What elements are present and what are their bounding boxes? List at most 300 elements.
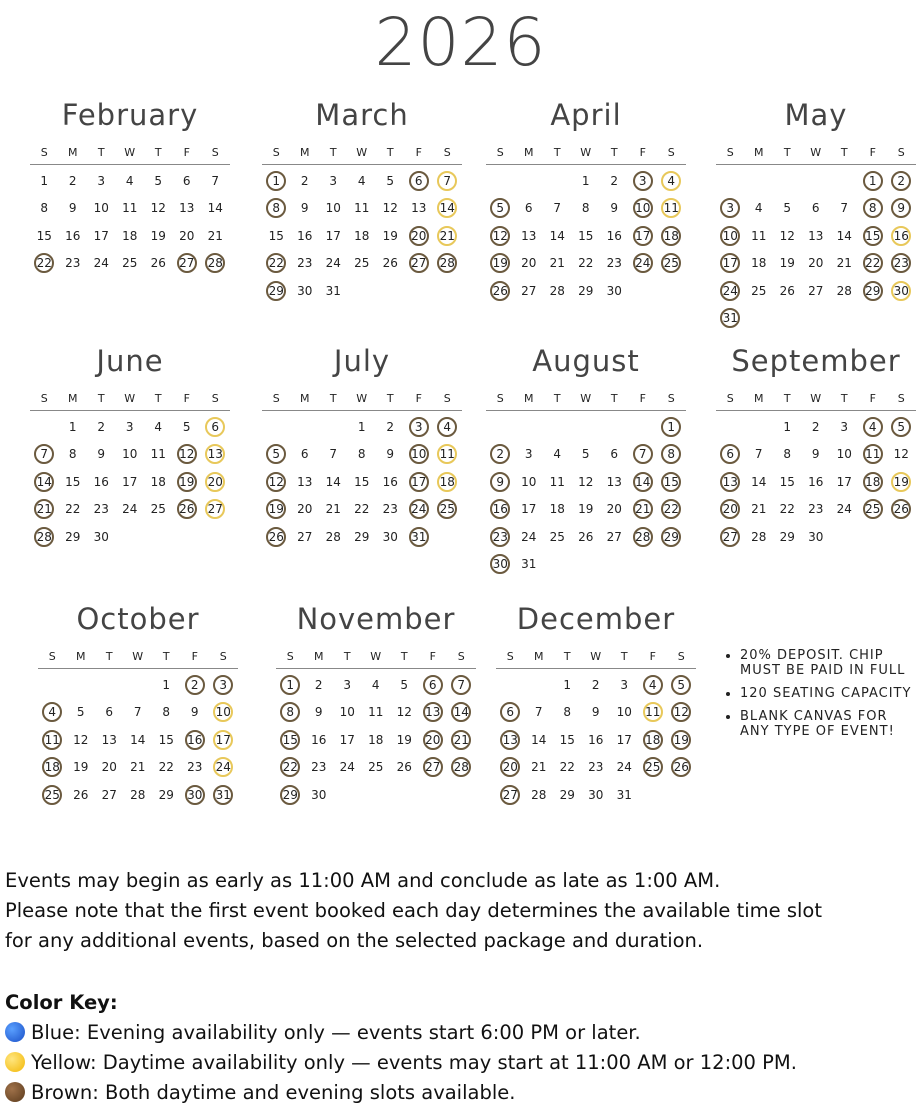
day-number: 6 <box>182 173 191 188</box>
day-number-circled-brown: 26 <box>177 499 197 519</box>
day-cell <box>830 496 859 524</box>
month-title: November <box>296 602 456 636</box>
day-cell <box>525 754 554 782</box>
weekday-label: T <box>386 392 394 405</box>
day-number: 13 <box>411 201 427 216</box>
day-number: 2 <box>300 173 309 188</box>
day-cell <box>582 699 611 727</box>
day-cell <box>181 781 210 809</box>
day-cell <box>859 250 888 278</box>
day-cell <box>116 167 145 195</box>
day-number: 21 <box>531 760 547 775</box>
day-number-circled-brown: 19 <box>671 730 691 750</box>
day-cell <box>87 167 116 195</box>
day-number: 5 <box>783 201 792 216</box>
day-number: 9 <box>300 201 309 216</box>
day-number-circled-brown: 20 <box>500 757 520 777</box>
day-cell <box>496 699 525 727</box>
month-title: August <box>532 344 640 378</box>
day-cell <box>405 468 434 496</box>
day-number: 30 <box>382 529 398 544</box>
weekday-label: F <box>191 650 198 663</box>
day-cell <box>629 222 658 250</box>
day-cell <box>209 671 238 699</box>
weekday-label: T <box>610 146 618 159</box>
weekday-label: T <box>97 392 105 405</box>
day-number: 19 <box>779 256 795 271</box>
day-cell <box>572 167 601 195</box>
day-cell <box>390 699 419 727</box>
month-title: March <box>315 98 409 132</box>
day-number-circled-brown: 29 <box>863 281 883 301</box>
day-number-circled-brown: 1 <box>863 171 883 191</box>
day-cell <box>116 222 145 250</box>
day-cell <box>716 305 745 333</box>
day-number-circled-yellow: 6 <box>205 417 225 437</box>
day-cell <box>859 496 888 524</box>
day-number-circled-brown: 14 <box>34 472 54 492</box>
weekday-label: M <box>68 392 78 405</box>
day-cell <box>276 699 305 727</box>
day-cell <box>887 167 916 195</box>
weekday-label: S <box>726 392 734 405</box>
day-cell <box>95 754 124 782</box>
day-cell <box>515 523 544 551</box>
day-number-circled-brown: 7 <box>633 444 653 464</box>
day-cell <box>116 250 145 278</box>
day-cell <box>362 754 391 782</box>
day-number-circled-brown: 26 <box>891 499 911 519</box>
day-number-circled-brown: 1 <box>280 675 300 695</box>
day-number: 7 <box>840 201 849 216</box>
day-number: 6 <box>524 201 533 216</box>
weekday-label: S <box>40 392 48 405</box>
day-number: 6 <box>811 201 820 216</box>
day-cell <box>209 781 238 809</box>
empty-day-cell <box>67 671 96 699</box>
weekday-label: T <box>783 392 791 405</box>
day-number-circled-brown: 26 <box>490 281 510 301</box>
day-cell <box>262 496 291 524</box>
day-number-circled-brown: 28 <box>633 527 653 547</box>
day-number-circled-brown: 12 <box>671 702 691 722</box>
day-number: 3 <box>840 419 849 434</box>
day-number: 14 <box>207 201 223 216</box>
weekday-label: S <box>219 650 227 663</box>
blue-circle-icon <box>5 1022 25 1042</box>
day-number: 17 <box>836 474 852 489</box>
day-cell <box>496 754 525 782</box>
empty-day-cell <box>572 413 601 441</box>
day-number-circled-brown: 12 <box>266 472 286 492</box>
day-cell <box>291 523 320 551</box>
day-cell <box>38 699 67 727</box>
weekday-label: W <box>370 650 382 663</box>
weekday-label: W <box>580 392 592 405</box>
weekday-label: S <box>677 650 685 663</box>
day-cell <box>525 726 554 754</box>
day-number: 16 <box>311 732 327 747</box>
day-number-circled-brown: 24 <box>720 281 740 301</box>
key-blue <box>5 1018 917 1048</box>
weekday-label: S <box>897 392 905 405</box>
day-cell <box>433 167 462 195</box>
month-title: December <box>516 602 676 636</box>
day-cell <box>305 754 334 782</box>
day-cell <box>124 781 153 809</box>
empty-day-cell <box>262 413 291 441</box>
day-number: 15 <box>65 474 81 489</box>
month-june <box>30 338 230 551</box>
day-cell <box>667 726 696 754</box>
empty-day-cell <box>629 413 658 441</box>
weekday-label: M <box>300 392 310 405</box>
day-cell <box>582 754 611 782</box>
day-cell <box>773 523 802 551</box>
weekday-label: F <box>639 146 646 159</box>
day-cell <box>553 781 582 809</box>
day-cell <box>629 250 658 278</box>
day-number: 2 <box>386 419 395 434</box>
day-cell <box>419 726 448 754</box>
day-cell <box>87 523 116 551</box>
day-number-circled-brown: 5 <box>490 198 510 218</box>
day-cell <box>95 726 124 754</box>
day-number: 23 <box>187 760 203 775</box>
day-cell <box>87 413 116 441</box>
day-cell <box>262 195 291 223</box>
month-title: May <box>784 98 848 132</box>
key-brown-label: Brown: Both daytime and evening slots available. <box>31 1081 516 1104</box>
weekday-label: S <box>272 392 280 405</box>
day-number-circled-yellow: 20 <box>205 472 225 492</box>
day-number: 7 <box>211 173 220 188</box>
brown-circle-icon <box>5 1082 25 1102</box>
day-cell <box>38 754 67 782</box>
weekday-label: T <box>386 146 394 159</box>
day-cell <box>276 726 305 754</box>
day-number-circled-brown: 4 <box>42 702 62 722</box>
weekday-label: F <box>649 650 656 663</box>
day-number-circled-yellow: 10 <box>213 702 233 722</box>
day-cell <box>376 496 405 524</box>
day-cell <box>30 195 59 223</box>
day-number-circled-yellow: 11 <box>437 444 457 464</box>
day-number-circled-brown: 3 <box>213 675 233 695</box>
day-number-circled-brown: 22 <box>280 757 300 777</box>
day-number: 16 <box>65 228 81 243</box>
day-number-circled-brown: 18 <box>643 730 663 750</box>
day-number: 13 <box>179 201 195 216</box>
day-number: 21 <box>130 760 146 775</box>
day-cell <box>745 250 774 278</box>
day-cell <box>419 754 448 782</box>
day-number: 7 <box>534 705 543 720</box>
month-title: October <box>76 602 200 636</box>
day-cell <box>144 222 173 250</box>
day-number-circled-brown: 15 <box>863 226 883 246</box>
day-cell <box>376 413 405 441</box>
day-number: 1 <box>563 677 572 692</box>
day-number: 31 <box>325 283 341 298</box>
day-cell <box>319 441 348 469</box>
day-cell <box>67 754 96 782</box>
day-number-circled-brown: 8 <box>661 444 681 464</box>
day-number-circled-brown: 28 <box>451 757 471 777</box>
day-number: 22 <box>559 760 575 775</box>
day-cell <box>830 222 859 250</box>
day-grid <box>496 671 696 809</box>
day-number: 25 <box>150 502 166 517</box>
day-number: 3 <box>329 173 338 188</box>
day-number-circled-brown: 15 <box>280 730 300 750</box>
day-number-circled-brown: 12 <box>177 444 197 464</box>
day-number-circled-brown: 17 <box>633 226 653 246</box>
day-cell <box>657 167 686 195</box>
weekday-label: S <box>667 146 675 159</box>
weekday-label: M <box>300 146 310 159</box>
day-cell <box>515 250 544 278</box>
day-cell <box>887 195 916 223</box>
day-number: 30 <box>588 787 604 802</box>
day-cell <box>152 726 181 754</box>
day-number: 29 <box>578 283 594 298</box>
day-cell <box>152 781 181 809</box>
day-number-circled-brown: 11 <box>863 444 883 464</box>
day-cell <box>59 250 88 278</box>
day-number: 2 <box>610 173 619 188</box>
weekday-label: M <box>754 146 764 159</box>
day-number: 15 <box>559 732 575 747</box>
day-number: 17 <box>339 732 355 747</box>
month-november <box>276 596 476 809</box>
day-cell <box>319 250 348 278</box>
day-number: 24 <box>93 256 109 271</box>
day-number: 17 <box>325 228 341 243</box>
day-number: 11 <box>150 447 166 462</box>
day-cell <box>887 496 916 524</box>
day-cell <box>887 250 916 278</box>
weekday-label: W <box>590 650 602 663</box>
day-cell <box>433 195 462 223</box>
day-number: 24 <box>325 256 341 271</box>
day-cell <box>543 496 572 524</box>
day-cell <box>173 222 202 250</box>
day-cell <box>173 413 202 441</box>
day-number: 25 <box>354 256 370 271</box>
day-cell <box>405 222 434 250</box>
day-number: 30 <box>297 283 313 298</box>
day-cell <box>319 222 348 250</box>
day-cell <box>144 413 173 441</box>
weekday-label: W <box>356 146 368 159</box>
weekday-label: T <box>329 146 337 159</box>
day-cell <box>515 222 544 250</box>
day-number: 3 <box>343 677 352 692</box>
day-cell <box>486 468 515 496</box>
day-number: 28 <box>531 787 547 802</box>
day-cell <box>262 167 291 195</box>
day-number: 16 <box>93 474 109 489</box>
day-cell <box>276 754 305 782</box>
day-cell <box>291 441 320 469</box>
key-yellow <box>5 1048 917 1078</box>
empty-day-cell <box>716 167 745 195</box>
key-blue-label: Blue: Evening availability only — events start 6:00 PM or later. <box>31 1021 641 1044</box>
weekday-header <box>262 388 462 411</box>
weekday-label: T <box>610 392 618 405</box>
day-cell <box>657 222 686 250</box>
day-number: 14 <box>751 474 767 489</box>
day-number: 5 <box>581 447 590 462</box>
day-cell <box>59 167 88 195</box>
day-number: 6 <box>300 447 309 462</box>
day-number: 20 <box>297 502 313 517</box>
day-cell <box>305 781 334 809</box>
weekday-label: M <box>754 392 764 405</box>
day-number: 23 <box>297 256 313 271</box>
day-cell <box>830 195 859 223</box>
day-number-circled-brown: 1 <box>266 171 286 191</box>
day-number: 19 <box>73 760 89 775</box>
day-number: 8 <box>357 447 366 462</box>
day-number-circled-yellow: 21 <box>437 226 457 246</box>
day-number-circled-brown: 22 <box>34 253 54 273</box>
day-number: 2 <box>811 419 820 434</box>
day-number: 5 <box>400 677 409 692</box>
day-cell <box>525 699 554 727</box>
day-number-circled-brown: 27 <box>500 785 520 805</box>
weekday-label: M <box>524 392 534 405</box>
day-cell <box>600 523 629 551</box>
day-number: 20 <box>521 256 537 271</box>
day-cell <box>144 250 173 278</box>
day-cell <box>362 671 391 699</box>
day-cell <box>745 496 774 524</box>
day-number: 23 <box>93 502 109 517</box>
day-cell <box>390 726 419 754</box>
day-number-circled-yellow: 11 <box>643 702 663 722</box>
month-title: April <box>550 98 622 132</box>
day-cell <box>262 250 291 278</box>
day-number-circled-brown: 28 <box>205 253 225 273</box>
day-cell <box>639 671 668 699</box>
day-cell <box>716 277 745 305</box>
day-number-circled-brown: 11 <box>42 730 62 750</box>
day-cell <box>773 250 802 278</box>
day-cell <box>543 277 572 305</box>
day-number: 25 <box>122 256 138 271</box>
day-cell <box>262 523 291 551</box>
day-number: 22 <box>578 256 594 271</box>
weekday-label: S <box>48 650 56 663</box>
empty-day-cell <box>291 413 320 441</box>
day-number-circled-brown: 5 <box>266 444 286 464</box>
weekday-label: T <box>840 146 848 159</box>
weekday-label: W <box>580 146 592 159</box>
day-cell <box>716 441 745 469</box>
day-cell <box>376 523 405 551</box>
day-cell <box>173 250 202 278</box>
day-number: 7 <box>754 447 763 462</box>
day-number: 6 <box>610 447 619 462</box>
key-yellow-label: Yellow: Daytime availability only — events may start at 11:00 AM or 12:00 PM. <box>31 1051 797 1074</box>
day-number: 22 <box>354 502 370 517</box>
day-cell <box>95 699 124 727</box>
day-cell <box>95 781 124 809</box>
day-cell <box>716 195 745 223</box>
day-cell <box>657 195 686 223</box>
day-cell <box>305 699 334 727</box>
day-number-circled-brown: 18 <box>863 472 883 492</box>
day-cell <box>515 468 544 496</box>
day-cell <box>348 468 377 496</box>
day-number-circled-brown: 22 <box>661 499 681 519</box>
day-cell <box>486 222 515 250</box>
day-cell <box>802 222 831 250</box>
day-number: 25 <box>549 529 565 544</box>
day-number-circled-brown: 17 <box>409 472 429 492</box>
day-number: 17 <box>93 228 109 243</box>
day-cell <box>600 222 629 250</box>
day-cell <box>657 413 686 441</box>
day-number: 14 <box>531 732 547 747</box>
day-cell <box>181 671 210 699</box>
day-cell <box>802 496 831 524</box>
day-cell <box>348 496 377 524</box>
day-cell <box>486 195 515 223</box>
day-cell <box>667 699 696 727</box>
day-number-circled-brown: 5 <box>671 675 691 695</box>
day-cell <box>447 699 476 727</box>
day-number: 13 <box>808 228 824 243</box>
weekday-header <box>716 388 916 411</box>
day-cell <box>486 441 515 469</box>
day-number-circled-brown: 2 <box>185 675 205 695</box>
day-number-circled-brown: 24 <box>633 253 653 273</box>
day-grid <box>38 671 238 809</box>
day-cell <box>30 523 59 551</box>
day-number: 9 <box>386 447 395 462</box>
empty-day-cell <box>802 167 831 195</box>
day-number-circled-brown: 3 <box>633 171 653 191</box>
day-number: 18 <box>150 474 166 489</box>
day-cell <box>59 222 88 250</box>
day-cell <box>802 523 831 551</box>
day-cell <box>887 277 916 305</box>
month-title: February <box>61 98 199 132</box>
day-cell <box>859 468 888 496</box>
empty-day-cell <box>543 167 572 195</box>
day-number-circled-brown: 10 <box>633 198 653 218</box>
day-number: 22 <box>779 502 795 517</box>
day-grid <box>486 413 686 578</box>
day-number: 10 <box>521 474 537 489</box>
weekday-label: T <box>553 392 561 405</box>
day-cell <box>376 441 405 469</box>
day-number: 31 <box>521 557 537 572</box>
day-cell <box>405 167 434 195</box>
day-cell <box>30 468 59 496</box>
day-number-circled-brown: 5 <box>891 417 911 437</box>
day-number-circled-brown: 28 <box>34 527 54 547</box>
day-number-circled-brown: 21 <box>451 730 471 750</box>
day-number: 9 <box>68 201 77 216</box>
day-number: 14 <box>549 228 565 243</box>
day-number: 2 <box>591 677 600 692</box>
weekday-label: S <box>211 146 219 159</box>
day-cell <box>582 671 611 699</box>
